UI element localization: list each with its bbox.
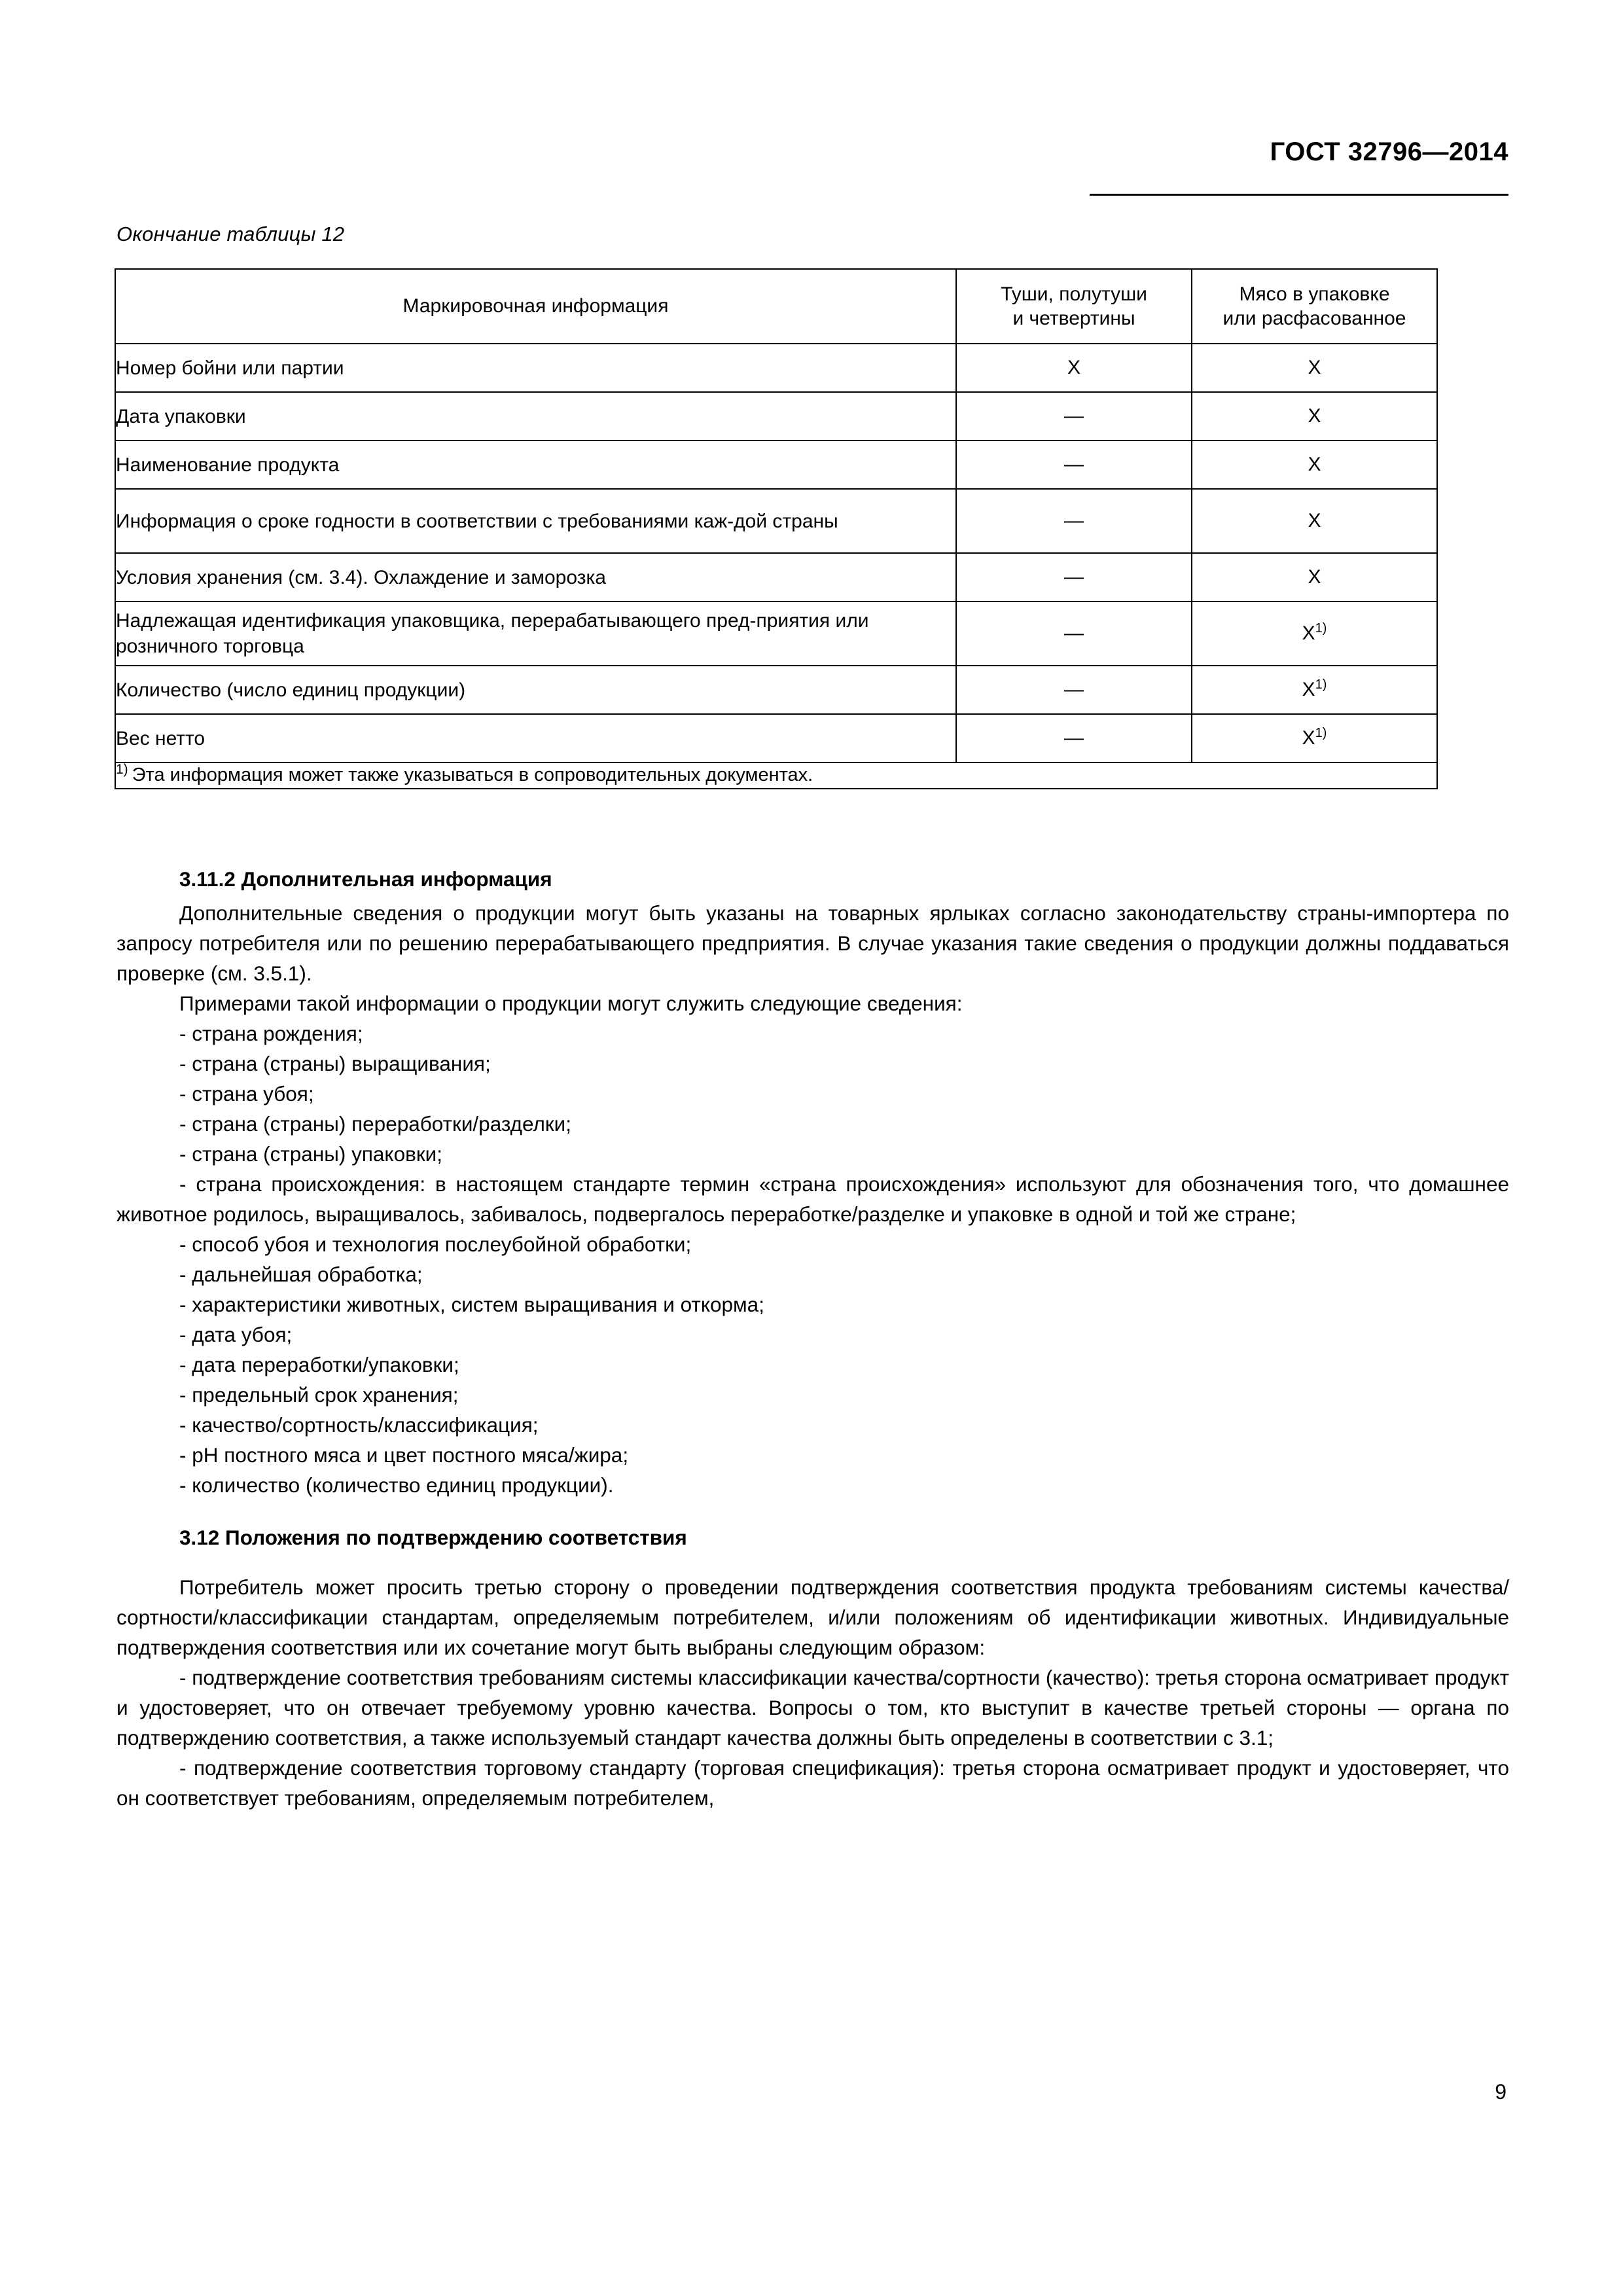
list-item: - дальнейшая обработка; <box>179 1263 423 1286</box>
mark-glyph: X <box>1302 679 1315 700</box>
list-item-quality-classification: - подтверждение соответствия требованиям системы классификации качества/сортности (качество): третья сторона осматривает продукт и удостоверяет, что он отвечает требуемому уровню качества. Вопросы о том, кто выступит в качестве третьей стороны — органа по подтверждению соответствия, а также используемый стандарт качества должны быть определены в соответствии с 3.1; <box>116 1666 1509 1749</box>
paragraph-3-12-intro: Потребитель может просить третью сторону о проведении подтверждения соответствия продукта требованиям системы качества/сортности/классификации стандартам, определяемым потребителем, и/или положениям об идентификации животных. Индивидуальные подтверждения соответствия или их сочетание могут быть выбраны следующим образом: <box>116 1575 1509 1659</box>
row-label: Вес нетто <box>115 714 956 762</box>
row-label: Номер бойни или партии <box>115 344 956 392</box>
row-mark-packed <box>1192 440 1437 489</box>
list-item: - страна рождения; <box>179 1022 363 1045</box>
table-row <box>115 440 1437 489</box>
row-mark-carcass: — <box>956 392 1192 440</box>
list-processing-info <box>116 1229 1509 1500</box>
row-mark-packed <box>1192 553 1437 601</box>
table-header-row <box>115 269 1437 344</box>
mark-glyph: X <box>1308 454 1321 475</box>
list-item: - характеристики животных, систем выращивания и откорма; <box>179 1293 764 1316</box>
row-mark-carcass: — <box>956 601 1192 666</box>
table-row <box>115 489 1437 553</box>
list-item: - качество/сортность/классификация; <box>179 1413 539 1437</box>
row-mark-packed <box>1192 714 1437 762</box>
row-label: Количество (число единиц продукции) <box>115 666 956 714</box>
mark-glyph: X <box>1308 405 1321 427</box>
row-label: Условия хранения (см. 3.4). Охлаждение и заморозка <box>115 553 956 601</box>
heading-3-11-2: 3.11.2 Дополнительная информация <box>179 867 552 891</box>
table-row <box>115 714 1437 762</box>
col-header-marking-information: Маркировочная информация <box>115 269 956 344</box>
paragraph-3-11-2-intro: Дополнительные сведения о продукции могут быть указаны на товарных ярлыках согласно законодательству страны-импортера по запросу потребителя или по решению перерабатывающего предприятия. В случае указания такие сведения о продукции должны поддаваться проверке (см. 3.5.1). <box>116 901 1509 985</box>
mark-glyph: X <box>1308 510 1321 531</box>
table-row <box>115 666 1437 714</box>
row-mark-packed <box>1192 601 1437 666</box>
mark-glyph: X <box>1308 357 1321 378</box>
col-header-carcasses-line2: и четвертины <box>1012 308 1135 329</box>
row-mark-packed <box>1192 392 1437 440</box>
row-mark-packed <box>1192 489 1437 553</box>
list-item: - страна (страны) упаковки; <box>179 1142 442 1166</box>
footnote-ref: 1) <box>1315 621 1327 636</box>
list-item-trade-standard: - подтверждение соответствия торговому стандарту (торговая спецификация): третья сторона осматривает продукт и удостоверяет, что он соответствует требованиям, определяемым потребителем, <box>116 1756 1509 1810</box>
col-header-carcasses <box>956 269 1192 344</box>
table-caption: Окончание таблицы 12 <box>116 223 345 245</box>
document-body <box>116 864 1509 1813</box>
list-item-country-of-origin: - страна происхождения: в настоящем стандарте термин «страна происхождения» используют для обозначения того, что домашнее животное родилось, выращивалось, забивалось, подвергалось переработке/разделке и упаковке в одной и той же стране; <box>116 1172 1509 1226</box>
header-rule <box>1090 194 1508 196</box>
row-mark-packed <box>1192 344 1437 392</box>
list-item: - страна убоя; <box>179 1082 314 1105</box>
list-item: - страна (страны) переработки/разделки; <box>179 1112 571 1136</box>
page-number: 9 <box>1495 2080 1507 2104</box>
list-origin-info <box>116 1018 1509 1229</box>
row-label: Информация о сроке годности в соответствии с требованиями каж-дой страны <box>115 489 956 553</box>
table-row <box>115 344 1437 392</box>
col-header-packed-meat-line1: Мясо в упаковке <box>1239 283 1390 305</box>
footnote-ref: 1) <box>1315 677 1327 692</box>
list-conformity-assessment <box>116 1662 1509 1813</box>
list-item: - количество (количество единиц продукции). <box>179 1473 614 1497</box>
table-row <box>115 553 1437 601</box>
running-header <box>115 137 1508 190</box>
heading-3-12: 3.12 Положения по подтверждению соответствия <box>179 1526 687 1549</box>
table-row <box>115 392 1437 440</box>
row-label: Наименование продукта <box>115 440 956 489</box>
col-header-packed-meat-line2: или расфасованное <box>1222 308 1406 329</box>
col-header-carcasses-line1: Туши, полутуши <box>1001 283 1147 305</box>
row-label: Надлежащая идентификация упаковщика, перерабатывающего пред-приятия или розничного торговца <box>115 601 956 666</box>
row-label: Дата упаковки <box>115 392 956 440</box>
row-mark-carcass: X <box>956 344 1192 392</box>
list-item: - дата убоя; <box>179 1323 293 1346</box>
table-footnote-row <box>115 762 1437 789</box>
mark-glyph: X <box>1308 566 1321 588</box>
list-item: - предельный срок хранения; <box>179 1383 459 1407</box>
row-mark-carcass: — <box>956 440 1192 489</box>
row-mark-packed <box>1192 666 1437 714</box>
list-item: - дата переработки/упаковки; <box>179 1353 459 1376</box>
footnote-ref: 1) <box>1315 726 1327 740</box>
row-mark-carcass: — <box>956 666 1192 714</box>
mark-glyph: X <box>1302 622 1315 644</box>
paragraph-3-11-2-examples-lead: Примерами такой информации о продукции могут служить следующие сведения: <box>179 992 963 1015</box>
table-footnote <box>115 762 1437 789</box>
table-row <box>115 601 1437 666</box>
standard-number: ГОСТ 32796—2014 <box>1270 137 1508 166</box>
row-mark-carcass: — <box>956 714 1192 762</box>
mark-glyph: X <box>1302 727 1315 749</box>
row-mark-carcass: — <box>956 553 1192 601</box>
col-header-packed-meat <box>1192 269 1437 344</box>
list-item: - страна (страны) выращивания; <box>179 1052 491 1075</box>
table-12-wrapper <box>115 268 1436 789</box>
list-item: - способ убоя и технология послеубойной обработки; <box>179 1232 692 1256</box>
list-item: - pH постного мяса и цвет постного мяса/жира; <box>179 1443 629 1467</box>
row-mark-carcass: — <box>956 489 1192 553</box>
marking-information-table <box>115 268 1438 789</box>
footnote-marker: 1) <box>116 762 128 778</box>
footnote-text: Эта информация может также указываться в сопроводительных документах. <box>132 764 813 785</box>
